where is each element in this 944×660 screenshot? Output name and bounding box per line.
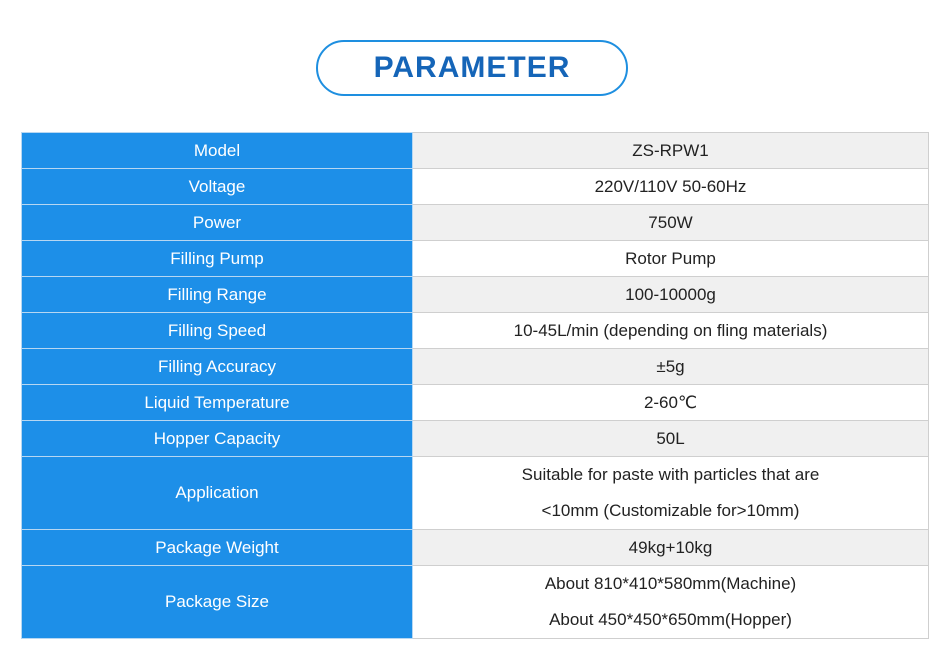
table-row bbox=[22, 421, 929, 457]
table-row bbox=[22, 313, 929, 349]
table-row bbox=[22, 277, 929, 313]
param-value-voltage: 220V/110V 50-60Hz bbox=[413, 169, 929, 205]
title-pill bbox=[316, 40, 628, 96]
param-label-liquid-temperature: Liquid Temperature bbox=[22, 385, 413, 421]
table-row bbox=[22, 133, 929, 169]
param-label-filling-range: Filling Range bbox=[22, 277, 413, 313]
param-value-model: ZS-RPW1 bbox=[413, 133, 929, 169]
param-value-liquid-temperature: 2-60℃ bbox=[413, 385, 929, 421]
param-label-power: Power bbox=[22, 205, 413, 241]
param-value-filling-pump: Rotor Pump bbox=[413, 241, 929, 277]
param-label-filling-pump: Filling Pump bbox=[22, 241, 413, 277]
table-row bbox=[22, 566, 929, 639]
param-label-package-weight: Package Weight bbox=[22, 530, 413, 566]
param-label-package-size: Package Size bbox=[22, 566, 413, 639]
param-value-package-size-line-1: About 810*410*580mm(Machine) bbox=[544, 574, 797, 593]
param-label-voltage: Voltage bbox=[22, 169, 413, 205]
param-value-package-size-line-2: About 450*450*650mm(Hopper) bbox=[549, 610, 792, 629]
table-row bbox=[22, 241, 929, 277]
table-row bbox=[22, 169, 929, 205]
parameter-table bbox=[21, 132, 929, 639]
param-value-package-weight: 49kg+10kg bbox=[413, 530, 929, 566]
param-value-package-size bbox=[413, 566, 929, 639]
param-label-application: Application bbox=[22, 457, 413, 530]
param-label-filling-accuracy: Filling Accuracy bbox=[22, 349, 413, 385]
param-value-filling-speed: 10-45L/min (depending on fling materials) bbox=[413, 313, 929, 349]
param-label-model: Model bbox=[22, 133, 413, 169]
table-row bbox=[22, 349, 929, 385]
param-value-filling-accuracy: ±5g bbox=[413, 349, 929, 385]
param-value-application-line-2: <10mm (Customizable for>10mm) bbox=[541, 501, 800, 520]
param-value-filling-range: 100-10000g bbox=[413, 277, 929, 313]
table-row bbox=[22, 457, 929, 530]
param-value-application-line-1: Suitable for paste with particles that are bbox=[521, 465, 820, 484]
table-row bbox=[22, 385, 929, 421]
table-row bbox=[22, 205, 929, 241]
param-value-power: 750W bbox=[413, 205, 929, 241]
param-value-application bbox=[413, 457, 929, 530]
param-value-hopper-capacity: 50L bbox=[413, 421, 929, 457]
param-label-hopper-capacity: Hopper Capacity bbox=[22, 421, 413, 457]
table-row bbox=[22, 530, 929, 566]
param-label-filling-speed: Filling Speed bbox=[22, 313, 413, 349]
page-title: PARAMETER bbox=[373, 51, 571, 84]
